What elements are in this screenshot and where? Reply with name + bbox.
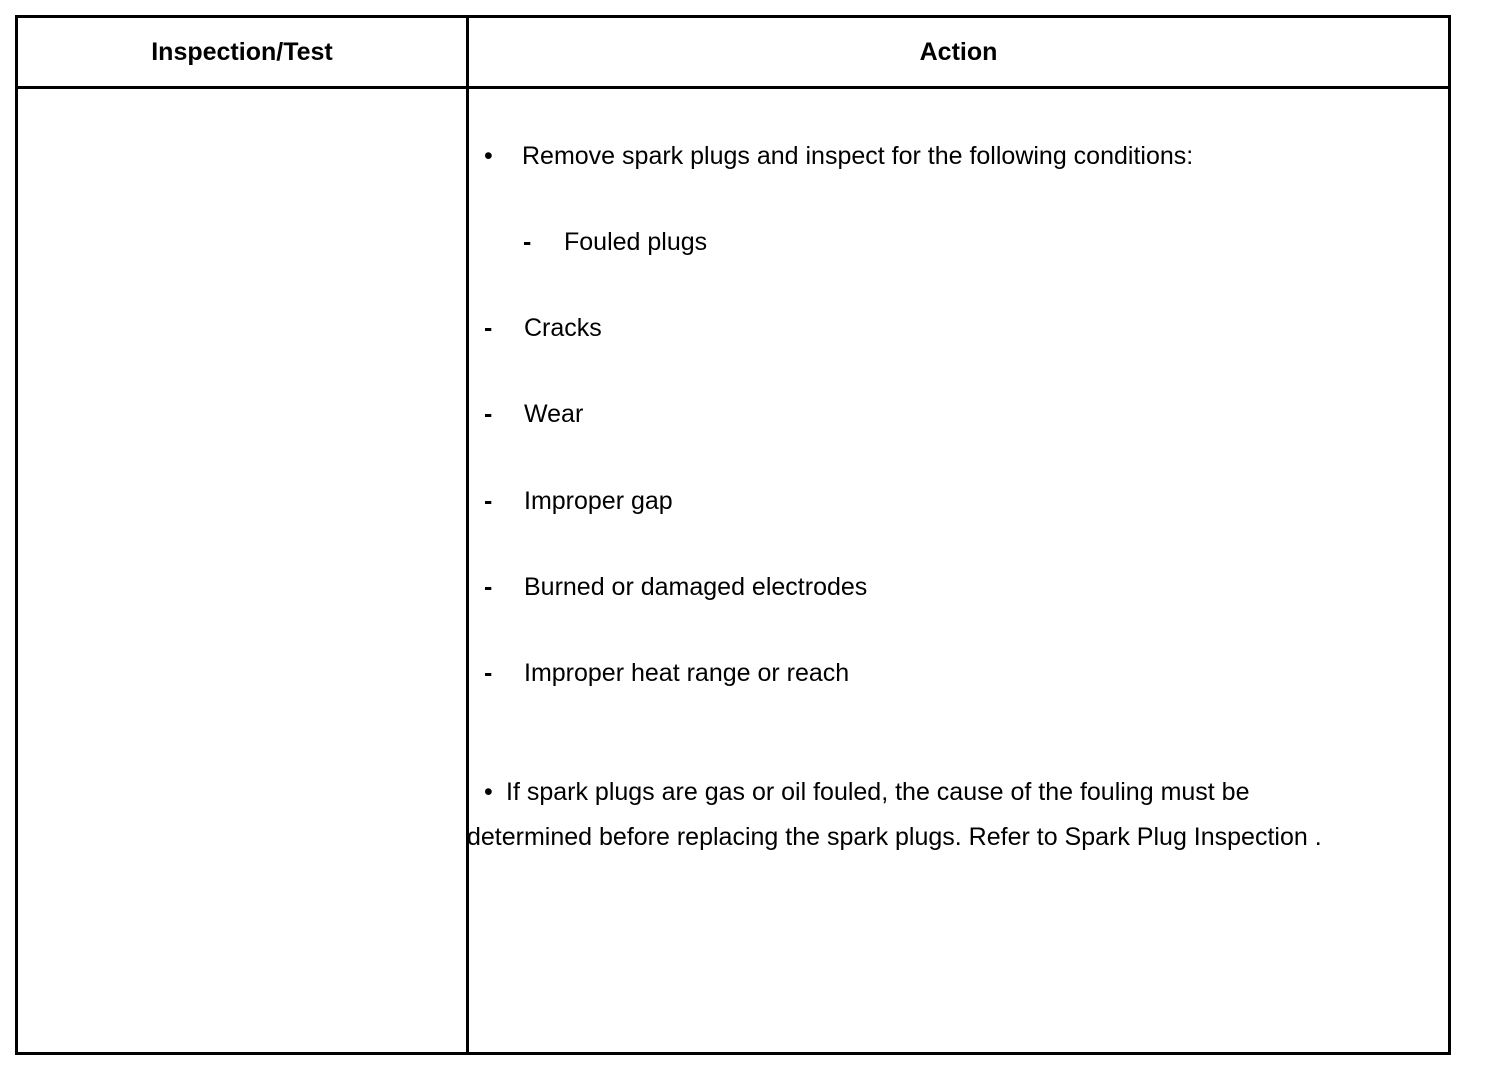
dash-marker: - xyxy=(484,314,493,342)
dash-marker: - xyxy=(484,400,493,428)
action-intro: Remove spark plugs and inspect for the following conditions: xyxy=(522,142,1194,170)
dash-marker: - xyxy=(484,659,493,687)
condition-item: Wear xyxy=(524,400,584,428)
header-divider xyxy=(18,86,1448,89)
dash-marker: - xyxy=(484,487,493,515)
fouling-note xyxy=(467,770,1347,859)
condition-item: Fouled plugs xyxy=(564,228,708,256)
dash-marker: - xyxy=(523,228,532,256)
bullet-marker: • xyxy=(484,778,493,806)
dash-marker: - xyxy=(484,573,493,601)
column-divider xyxy=(466,18,469,1052)
fouling-note-text: If spark plugs are gas or oil fouled, the cause of the fouling must be determined before replacing the spark plugs. Refer to Spark Plug Inspection . xyxy=(467,778,1322,851)
header-action: Action xyxy=(919,38,998,66)
condition-item: Improper gap xyxy=(524,487,673,515)
inspection-table xyxy=(15,15,1451,1055)
condition-item: Improper heat range or reach xyxy=(524,659,850,687)
condition-item: Burned or damaged electrodes xyxy=(524,573,868,601)
bullet-marker: • xyxy=(484,142,493,170)
header-inspection-test: Inspection/Test xyxy=(151,38,333,66)
condition-item: Cracks xyxy=(524,314,602,342)
